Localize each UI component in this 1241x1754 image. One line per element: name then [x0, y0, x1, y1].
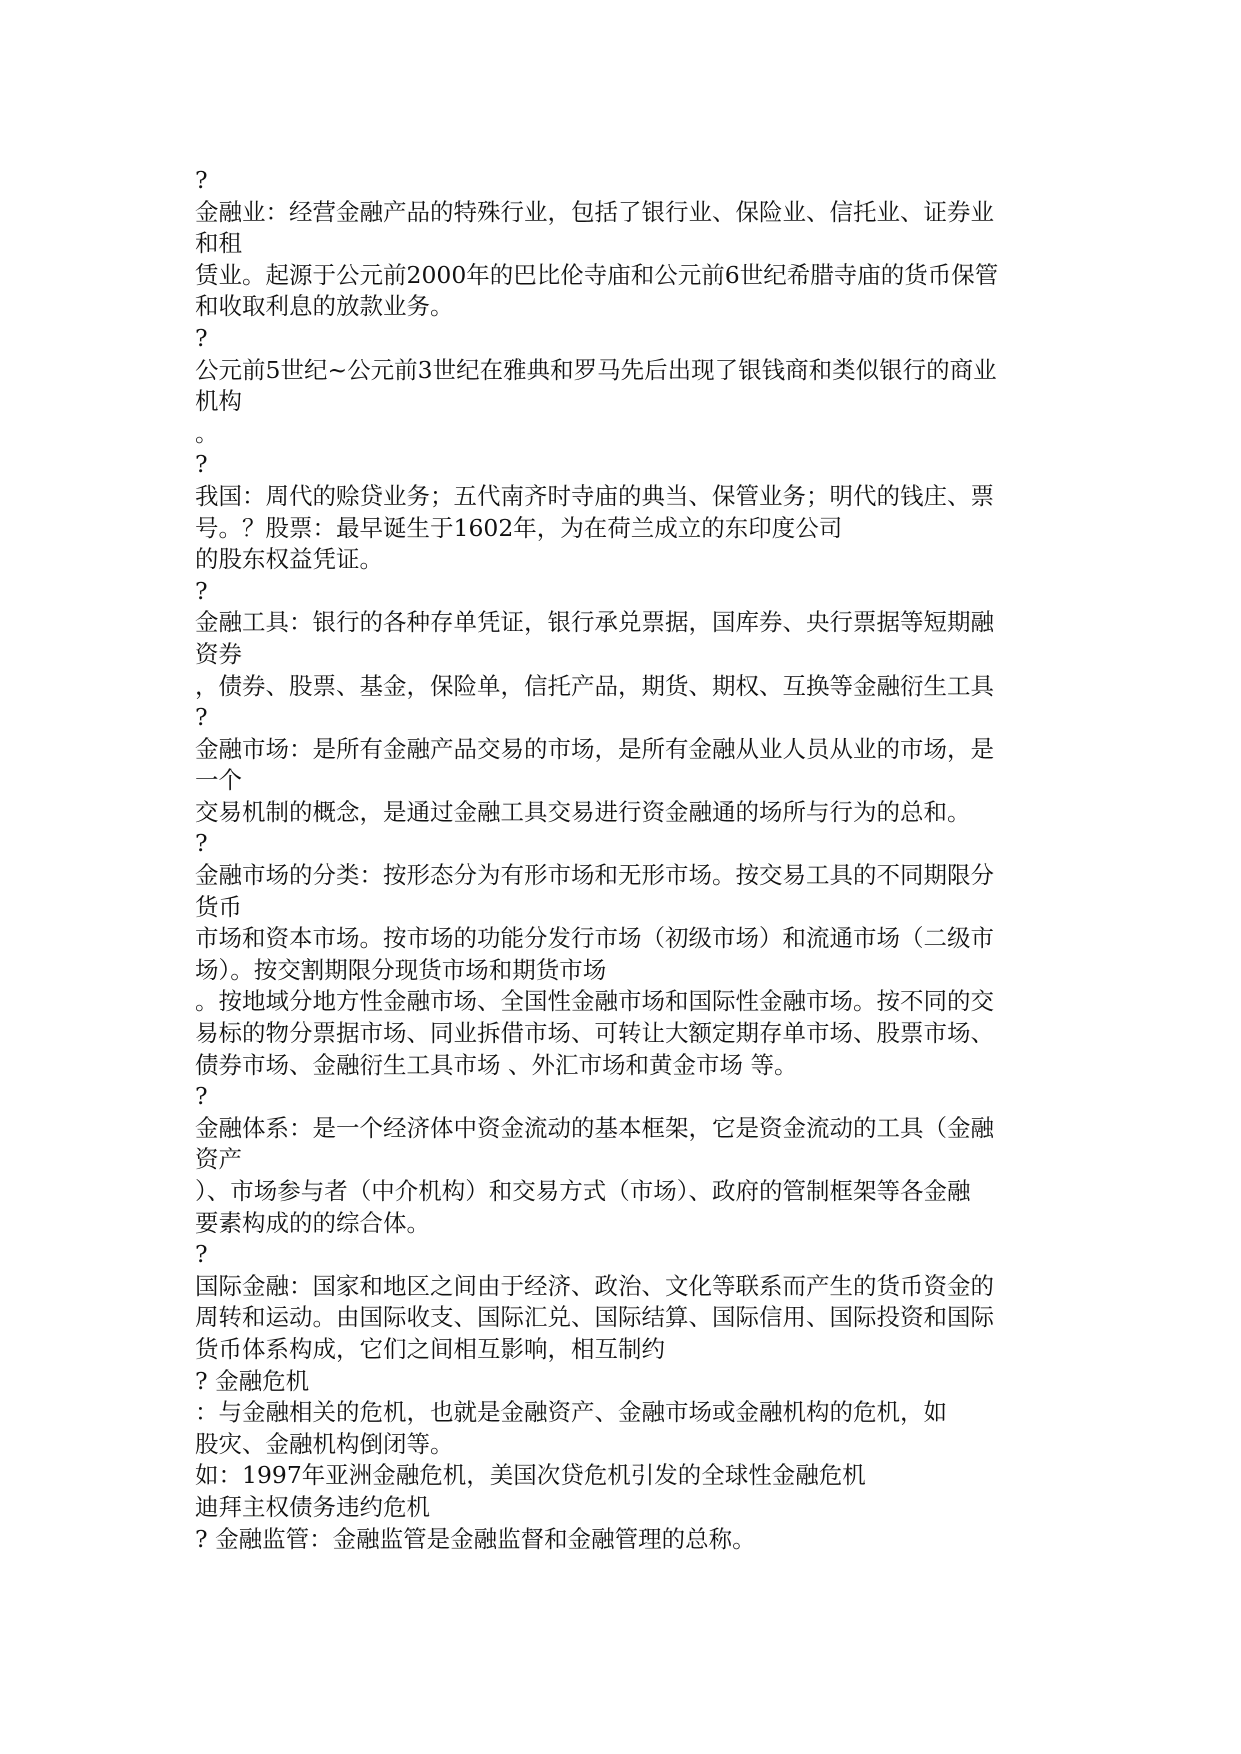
- document-body: [195, 165, 1065, 1555]
- text-line: ?: [195, 829, 208, 858]
- text-line: 金融市场：是所有金融产品交易的市场，是所有金融从业人员从业的市场，是: [195, 734, 994, 763]
- text-line: 周转和运动。由国际收支、国际汇兑、国际结算、国际信用、国际投资和国际: [195, 1303, 994, 1332]
- text-line: 要素构成的的综合体。: [195, 1208, 430, 1237]
- text-line: 赁业。起源于公元前2000年的巴比伦寺庙和公元前6世纪希腊寺庙的货币保管: [195, 260, 999, 289]
- text-line: 和收取利息的放款业务。: [195, 292, 454, 321]
- text-line: 交易机制的概念，是通过金融工具交易进行资金融通的场所与行为的总和。: [195, 797, 971, 826]
- text-line: ?: [195, 450, 208, 479]
- text-line: 市场和资本市场。按市场的功能分发行市场（初级市场）和流通市场（二级市: [195, 924, 994, 953]
- text-line: ?: [195, 1082, 208, 1111]
- text-line: 易标的物分票据市场、同业拆借市场、可转让大额定期存单市场、股票市场、: [195, 1019, 994, 1048]
- text-line: 金融工具：银行的各种存单凭证，银行承兑票据，国库券、央行票据等短期融: [195, 608, 994, 637]
- text-line: 迪拜主权债务违约危机: [195, 1492, 430, 1521]
- text-line: 。: [195, 418, 219, 447]
- text-line: 金融市场的分类：按形态分为有形市场和无形市场。按交易工具的不同期限分: [195, 861, 994, 890]
- text-line: 场）。按交割期限分现货市场和期货市场: [195, 955, 607, 984]
- text-line: ）、市场参与者（中介机构）和交易方式（市场）、政府的管制框架等各金融: [195, 1177, 971, 1205]
- text-line: 公元前5世纪~公元前3世纪在雅典和罗马先后出现了银钱商和类似银行的商业: [195, 355, 997, 384]
- text-line: 我国：周代的赊贷业务；五代南齐时寺庙的典当、保管业务；明代的钱庄、票: [195, 481, 994, 510]
- text-line: ，债券、股票、基金，保险单，信托产品，期货、期权、互换等金融衍生工具: [195, 671, 994, 700]
- text-line: 一个: [195, 766, 242, 795]
- text-line: 金融业：经营金融产品的特殊行业，包括了银行业、保险业、信托业、证券业: [195, 197, 994, 226]
- text-line: ?: [195, 323, 208, 352]
- text-line: 的股东权益凭证。: [195, 545, 383, 574]
- text-line: ? 金融监管：金融监管是金融监督和金融管理的总称。: [195, 1524, 756, 1553]
- text-line: 机构: [195, 387, 242, 416]
- text-line: 国际金融：国家和地区之间由于经济、政治、文化等联系而产生的货币资金的: [195, 1271, 994, 1300]
- text-line: ：与金融相关的危机，也就是金融资产、金融市场或金融机构的危机，如: [195, 1398, 947, 1427]
- text-line: 和租: [195, 229, 242, 258]
- text-line: 金融体系：是一个经济体中资金流动的基本框架，它是资金流动的工具（金融: [195, 1113, 994, 1142]
- text-line: 号。？股票：最早诞生于1602年，为在荷兰成立的东印度公司: [195, 513, 843, 542]
- text-line: 货币体系构成，它们之间相互影响，相互制约: [195, 1334, 665, 1363]
- text-line: ?: [195, 1240, 208, 1269]
- text-line: 如：1997年亚洲金融危机，美国次贷危机引发的全球性金融危机: [195, 1461, 866, 1490]
- text-line: 资券: [195, 639, 242, 668]
- text-line: ?: [195, 703, 208, 732]
- text-line: ? 金融危机: [195, 1366, 310, 1395]
- text-line: ?: [195, 166, 208, 194]
- text-line: 资产: [195, 1145, 242, 1174]
- text-line: 股灾、金融机构倒闭等。: [195, 1429, 454, 1458]
- text-line: ?: [195, 576, 208, 605]
- text-line: 货币: [195, 892, 242, 921]
- text-line: 债券市场、金融衍生工具市场 、外汇市场和黄金市场 等。: [195, 1050, 798, 1079]
- text-line: 。按地域分地方性金融市场、全国性金融市场和国际性金融市场。按不同的交: [195, 987, 994, 1016]
